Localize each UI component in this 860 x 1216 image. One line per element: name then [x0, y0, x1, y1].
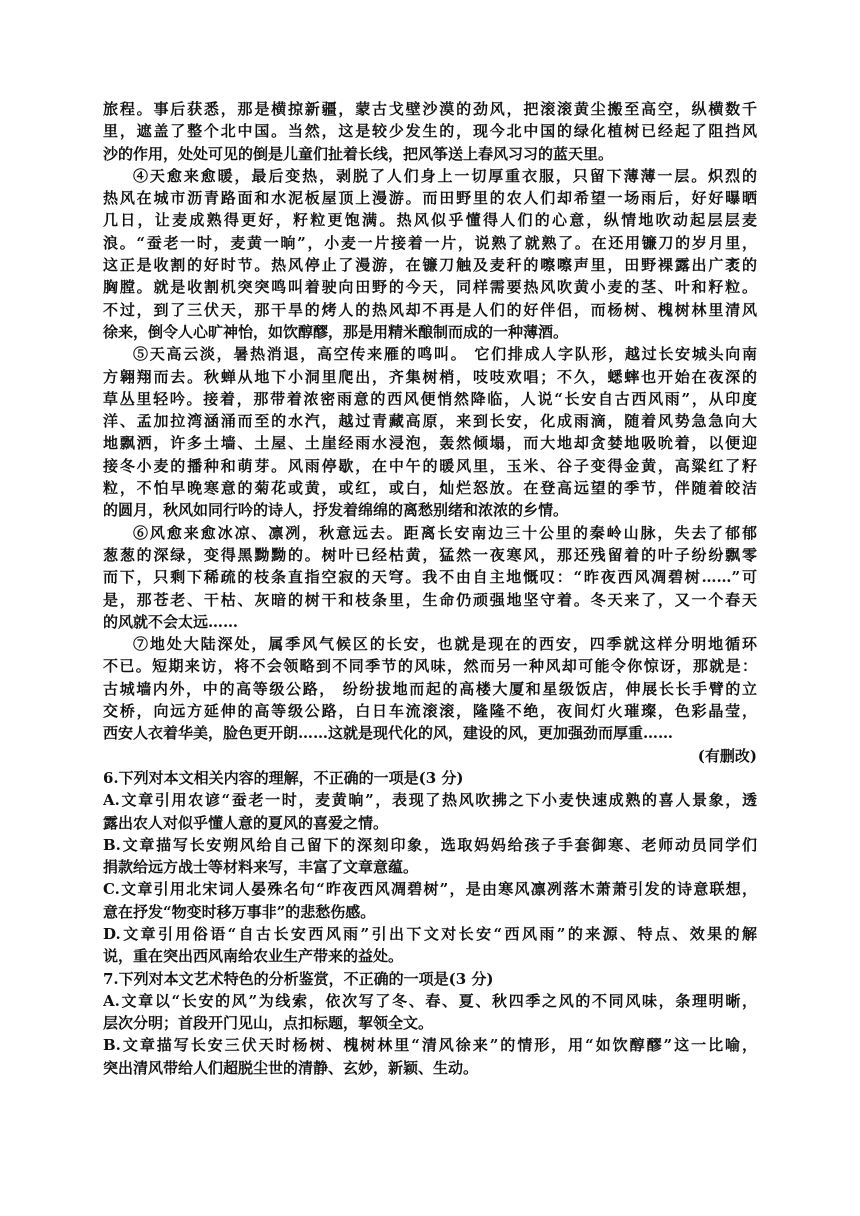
text-line: 方翱翔而去。秋蝉从地下小洞里爬出，齐集树梢，吱吱欢唱；不久，蟋蟀也开始在夜深的 — [103, 367, 757, 386]
option-line: 露出农人对似乎懂人意的夏风的喜爱之情。 — [103, 813, 389, 832]
text-line: ④天愈来愈暖，最后变热，剥脱了人们身上一切厚重衣服，只留下薄薄一层。炽烈的 — [133, 166, 757, 185]
paragraph-3-continuation — [103, 98, 757, 165]
text-line: 热风在城市沥青路面和水泥板屋顶上漫游。而田野里的农人们却希望一场雨后，好好曝晒 — [103, 189, 757, 208]
text-line: 洋、孟加拉湾涵涌而至的水汽，越过青藏高原，来到长安，化成雨滴，随着风势急急向大 — [103, 412, 757, 431]
text-line: 旅程。事后获悉，那是横掠新疆，蒙古戈壁沙漠的劲风，把滚滚黄尘搬至高空，纵横数千 — [103, 100, 757, 118]
text-line: 粒，不怕早晚寒意的菊花或黄，或红，或白，灿烂怒放。在登高远望的季节，伴随着皎洁 — [103, 479, 757, 498]
option-b — [103, 1034, 757, 1079]
text-line: 的风就不会太远…… — [103, 612, 239, 631]
option-line: 说，重在突出西风南给农业生产带来的益处。 — [103, 947, 404, 966]
text-line: 是，那苍老、干枯、灰暗的树干和枝条里，生命仍顽强地坚守着。冬天来了，又一个春天 — [103, 590, 757, 609]
text-line: 浪。“蚕老一时，麦黄一晌”，小麦一片接着一片，说熟了就熟了。在还用镰刀的岁月里， — [103, 233, 757, 252]
paragraph-6 — [103, 522, 757, 633]
text-line: 沙的作用，处处可见的倒是儿童们扯着长线，把风筝送上春风习习的蓝天里。 — [103, 144, 614, 163]
text-line: 这正是收割的好时节。热风停止了漫游，在镰刀触及麦秆的嚓嚓声里，田野裸露出广袤的 — [103, 256, 757, 275]
option-a — [103, 789, 757, 834]
option-line: 捐款给远方战士等材料来写，丰富了文章意蕴。 — [103, 858, 419, 877]
text-line: 草丛里轻吟。接着，那带着浓密雨意的西风便悄然降临，人说“长安自古西风雨”，从印度 — [103, 389, 757, 408]
option-d — [103, 923, 757, 968]
option-b — [103, 834, 757, 879]
text-line: 葱葱的深绿，变得黑黝黝的。树叶已经枯黄，猛然一夜寒风，那还残留着的叶子纷纷飘零 — [103, 545, 757, 564]
option-a — [103, 990, 757, 1035]
text-line: 徐来，倒令人心旷神怡，如饮醇醪，那是用精米酿制而成的一种薄酒。 — [103, 322, 569, 341]
question-6 — [103, 767, 757, 968]
option-line: 层次分明；首段开门见山，点扣标题，挈领全文。 — [103, 1014, 434, 1033]
option-line: A.文章以“长安的风”为线索，依次写了冬、春、夏、秋四季之风的不同风味，条理明晰， — [103, 991, 757, 1010]
text-line: 接冬小麦的播种和萌芽。风雨停歇，在中午的暖风里，玉米、谷子变得金黄，高粱红了籽 — [103, 456, 757, 475]
paragraph-5 — [103, 343, 757, 521]
text-line: ⑥风愈来愈冰凉、凛冽，秋意远去。距离长安南边三十公里的秦岭山脉，失去了郁郁 — [133, 523, 757, 542]
question-stem: 7.下列对本文艺术特色的分析鉴赏，不正确的一项是(3 分) — [103, 969, 494, 988]
text-line: 交桥，向远方延伸的高等级公路，白日车流滚滚，隆隆不绝，夜间灯火璀璨，色彩晶莹， — [103, 702, 757, 721]
text-line: 不过，到了三伏天，那干旱的烤人的热风却不再是人们的好伴侣，而杨树、槐树林里清风 — [103, 300, 757, 319]
text-line: 地飘洒，许多土墙、土屋、土崖经雨水浸泡，轰然倾塌，而大地却贪婪地吸吮着，以便迎 — [103, 434, 757, 453]
text-line: 西安人衣着华美，脸色更开朗……这就是现代化的风，建设的风，更加强劲而厚重…… — [103, 724, 674, 743]
option-line: 突出清风带给人们超脱尘世的清静、玄妙，新颖、生动。 — [103, 1058, 479, 1077]
text-line: 而下，只剩下稀疏的枝条直指空寂的天穹。我不由自主地慨叹：“昨夜西风凋碧树……”可 — [103, 568, 757, 587]
option-line: A.文章引用农谚“蚕老一时，麦黄晌”，表现了热风吹拂之下小麦快速成熟的喜人景象，透 — [103, 791, 757, 810]
text-line: 不已。短期来访，将不会领略到不同季节的风味，然而另一种风却可能令你惊讶，那就是： — [103, 657, 757, 676]
option-line: 意在抒发“物变时移万事非”的悲愁伤感。 — [103, 902, 376, 921]
question-7 — [103, 968, 757, 1079]
option-line: B.文章描写长安朔风给自己留下的深刻印象，选取妈妈给孩子手套御寒、老师动员同学们 — [103, 835, 757, 854]
text-line: 几日，让麦成熟得更好，籽粒更饱满。热风似乎懂得人们的心意，纵情地吹动起层层麦 — [103, 211, 757, 230]
option-line: B.文章描写长安三伏天时杨树、槐树林里“清风徐来”的情形，用“如饮醇醪”这一比喻， — [103, 1036, 757, 1055]
option-line: D.文章引用俗语“自古长安西风雨”引出下文对长安“西风雨”的来源、特点、效果的解 — [103, 924, 757, 943]
option-line: C.文章引用北宋词人晏殊名句“昨夜西风凋碧树”，是由寒风凛冽落木萧萧引发的诗意联想， — [103, 880, 757, 899]
text-line: 古城墙内外，中的高等级公路， 纷纷拔地而起的高楼大厦和星级饭店，伸展长长手臂的立 — [103, 679, 757, 698]
paragraph-7 — [103, 633, 757, 744]
text-line: 胸膛。就是收割机突突鸣叫着驶向田野的今天，同样需要热风吹黄小麦的茎、叶和籽粒。 — [103, 278, 757, 297]
text-line: ⑤天高云淡，暑热消退，高空传来雁的鸣叫。 它们排成人字队形，越过长安城头向南 — [133, 345, 757, 364]
exam-page — [103, 98, 757, 1079]
option-c — [103, 878, 757, 923]
text-line: 的圆月，秋风如同行吟的诗人，抒发着绵绵的离愁别绪和浓浓的乡情。 — [103, 501, 569, 520]
question-stem: 6.下列对本文相关内容的理解，不正确的一项是(3 分) — [103, 768, 464, 787]
source-note: (有删改) — [697, 746, 757, 765]
paragraph-4 — [103, 165, 757, 343]
text-line: 里，遮盖了整个北中国。当然，这是较少发生的，现今北中国的绿化植树已经起了阻挡风 — [103, 122, 757, 141]
text-line: ⑦地处大陆深处，属季风气候区的长安，也就是现在的西安，四季就这样分明地循环 — [133, 635, 757, 654]
